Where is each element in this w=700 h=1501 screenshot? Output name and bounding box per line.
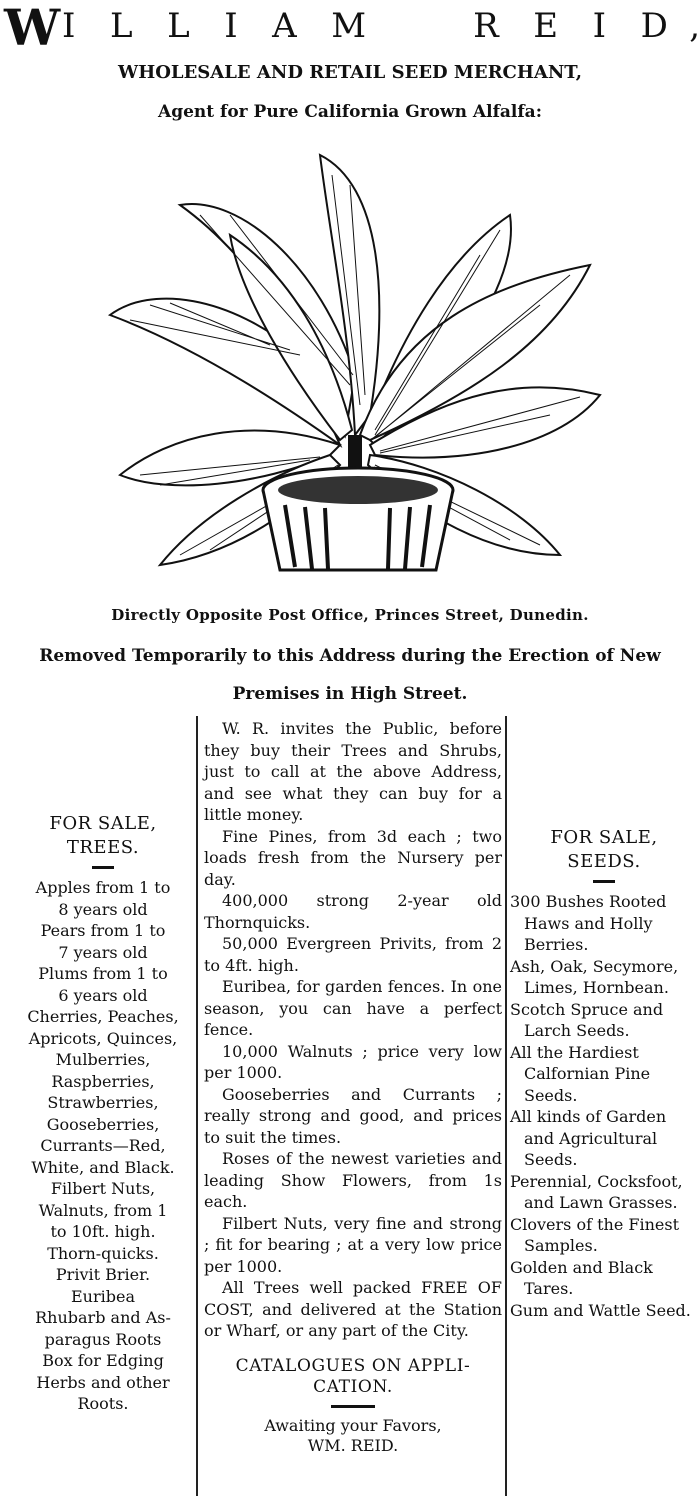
tree-item: 6 years old <box>58 985 148 1005</box>
tree-item: Herbs and other <box>36 1372 170 1392</box>
tree-item: Plums from 1 to <box>38 964 168 983</box>
announcement-paragraph: Filbert Nuts, very fine and strong ; fit for bearing ; at a very low price per 1000. <box>204 1213 502 1276</box>
tree-item: Apricots, Quinces, <box>28 1028 178 1048</box>
name-letter: L <box>167 6 192 46</box>
tree-item: Privit Brier. <box>55 1265 151 1284</box>
tree-item: Thorn-quicks. <box>47 1243 159 1263</box>
tree-item: Walnuts, from 1 <box>38 1200 168 1220</box>
name-comma: , <box>689 6 700 46</box>
closing-line: Awaiting your Favors, <box>264 1415 442 1435</box>
tree-item: Mulberries, <box>55 1050 151 1069</box>
announcement-paragraph: All Trees well packed FREE OF COST, and delivered at the Station or Wharf, or any part of the City. <box>204 1278 502 1340</box>
name-letter: I <box>62 6 78 46</box>
announcement-paragraph: Fine Pines, from 3d each ; two loads fresh from the Nursery per day. <box>204 826 502 889</box>
trees-heading-line1: FOR SALE, <box>49 813 157 834</box>
tree-item: Currants—Red, <box>40 1136 166 1155</box>
tree-item: Pears from 1 to <box>40 921 166 940</box>
column-divider-left <box>196 716 198 1496</box>
relocation-notice: Removed Temporarily to this Address during the Erection of New <box>39 646 661 666</box>
seed-item: 300 Bushes Rooted Haws and Holly Berries. <box>510 892 667 954</box>
signature: WM. REID. <box>307 1435 399 1455</box>
seed-item: Perennial, Cocksfoot, and Lawn Grasses. <box>510 1171 683 1212</box>
name-letter: I <box>224 6 240 46</box>
tree-item: Strawberries, <box>47 1093 159 1112</box>
name-letter: L <box>109 6 135 46</box>
seeds-heading-line1: FOR SALE, <box>550 827 658 848</box>
name-letter: R <box>473 6 501 46</box>
advertiser-name <box>0 2 700 58</box>
tree-item: 7 years old <box>58 942 148 962</box>
seed-item: All the Hardiest Calfornian Pine Seeds. <box>510 1042 651 1105</box>
tree-item: Filbert Nuts, <box>50 1179 156 1198</box>
seed-item: Scotch Spruce and Larch Seeds. <box>510 999 664 1040</box>
trees-heading-line2: TREES. <box>66 837 140 858</box>
tree-item: Box for Edging <box>42 1351 164 1370</box>
catalogues-line1: CATALOGUES ON APPLI- <box>235 1355 471 1376</box>
column-divider-right <box>505 716 507 1496</box>
business-subtitle: WHOLESALE AND RETAIL SEED MERCHANT, <box>118 62 582 83</box>
tree-item: Euribea <box>71 1286 135 1306</box>
announcement-paragraphs <box>204 718 502 1342</box>
seeds-column <box>510 826 698 1321</box>
tree-item: Apples from 1 to <box>35 878 171 897</box>
new-premises-line: Premises in High Street. <box>232 684 468 704</box>
name-letter: I <box>592 6 609 46</box>
seeds-list <box>510 891 698 1321</box>
tree-item: Cherries, Peaches, <box>27 1007 179 1026</box>
tree-item: Gooseberries, <box>46 1114 160 1134</box>
heading-rule <box>92 866 114 869</box>
announcement-paragraph: Euribea, for garden fences. In one season, you can have a perfect fence. <box>204 977 502 1039</box>
name-letter: E <box>533 6 561 46</box>
announcement-paragraph: 50,000 Evergreen Privits, from 2 to 4ft. high. <box>204 934 502 975</box>
announcement-paragraph: Roses of the newest varieties and leading Show Flowers, from 1s each. <box>204 1149 502 1211</box>
tree-item: to 10ft. high. <box>50 1222 156 1241</box>
tree-item: 8 years old <box>58 899 148 919</box>
seed-item: All kinds of Garden and Agricultural Seeds. <box>510 1107 667 1169</box>
name-letters <box>62 6 670 46</box>
name-letter: M <box>331 6 369 46</box>
announcement-paragraph: 400,000 strong 2-year old Thornquicks. <box>204 891 502 932</box>
catalogues-line2: CATION. <box>313 1377 393 1397</box>
name-letter: D <box>640 6 670 46</box>
tree-item: Raspberries, <box>51 1071 155 1091</box>
trees-list <box>14 877 192 1415</box>
announcement-paragraph: Gooseberries and Currants ; really strong and good, and prices to suit the times. <box>204 1084 502 1147</box>
announcement-paragraph: 10,000 Walnuts ; price very low per 1000. <box>204 1041 502 1082</box>
agent-line: Agent for Pure California Grown Alfalfa: <box>158 102 542 122</box>
tree-item: Rhubarb and As- <box>35 1308 171 1327</box>
closing-rule <box>331 1405 375 1408</box>
trees-column <box>14 812 192 1415</box>
tree-item: White, and Black. <box>31 1157 175 1177</box>
announcement-column <box>204 718 502 1456</box>
heading-rule <box>593 880 615 883</box>
shop-address: Directly Opposite Post Office, Princes Street, Dunedin. <box>111 606 589 624</box>
potted-plant-icon <box>70 145 630 585</box>
name-initial: W <box>4 0 61 57</box>
tree-item: paragus Roots <box>44 1329 162 1349</box>
seed-item: Golden and Black Tares. <box>510 1257 653 1298</box>
seed-item: Ash, Oak, Secymore, Limes, Hornbean. <box>510 956 679 997</box>
seed-item: Clovers of the Finest Samples. <box>510 1214 680 1255</box>
seeds-heading-line2: SEEDS. <box>567 851 641 872</box>
tree-item: Roots. <box>77 1394 129 1413</box>
seed-item: Gum and Wattle Seed. <box>510 1300 691 1320</box>
announcement-paragraph: W. R. invites the Public, before they buy their Trees and Shrubs, just to call at the above Address, and see what they can buy for a little money. <box>204 719 502 824</box>
name-letter: A <box>272 6 299 46</box>
name-gap <box>401 6 441 46</box>
